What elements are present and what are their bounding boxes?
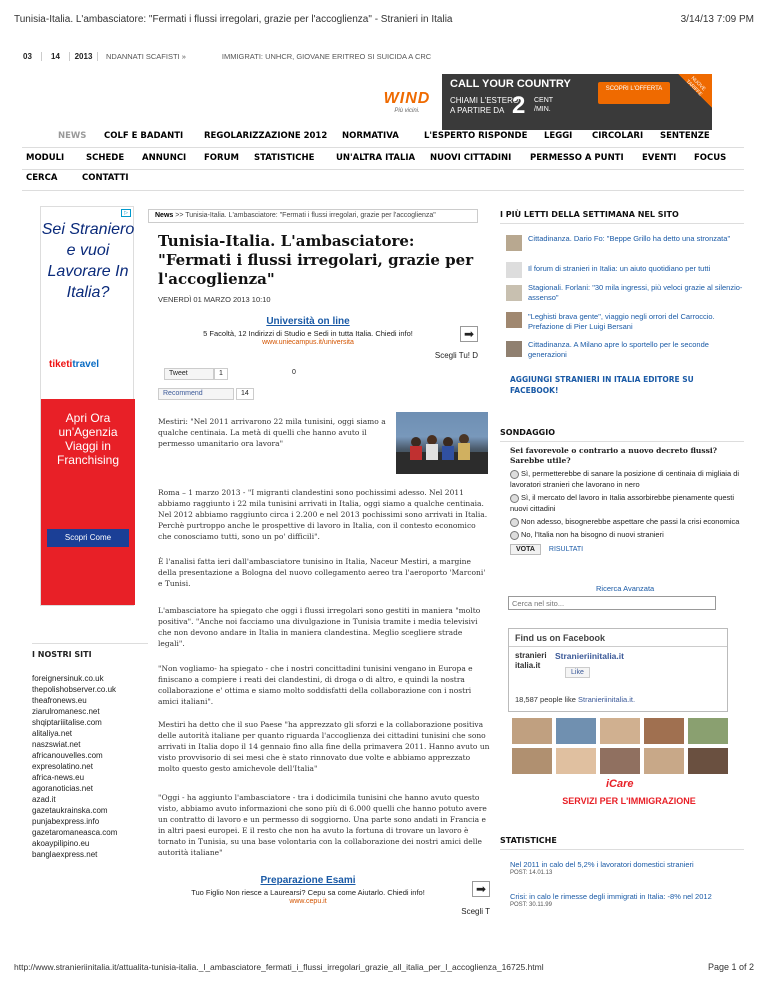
site-link[interactable]: africa-news.eu — [32, 773, 85, 782]
tiketitravel-logo: tiketitravel — [49, 359, 100, 370]
ad-offer-button[interactable]: SCOPRI L'OFFERTA — [598, 82, 670, 104]
poll-option[interactable]: Sì, permetterebbe di sanare la posizione di centinaia di migliaia di lavoratori stranieri che lavorano in nero — [510, 469, 740, 489]
fan-avatar[interactable] — [644, 718, 684, 744]
migrant-boat-image — [396, 412, 488, 474]
radio-icon[interactable] — [510, 470, 519, 479]
ad-question: Sei Straniero e vuoi Lavorare In Italia? — [41, 221, 135, 301]
nav-divider — [22, 147, 744, 148]
article-title: Tunisia-Italia. L'ambasciatore: "Fermati i flussi irregolari, grazie per l'accoglienza" — [158, 232, 474, 288]
franchising-ad-panel — [41, 399, 135, 605]
breadcrumb-news-link[interactable]: News — [155, 212, 174, 219]
fan-avatar[interactable] — [688, 718, 728, 744]
facebook-like-button[interactable]: Like — [565, 667, 590, 678]
nav-schede[interactable]: SCHEDE — [86, 153, 125, 163]
stat-item — [510, 892, 740, 908]
tweet-button[interactable]: Tweet — [164, 368, 214, 380]
advanced-search-link[interactable]: Ricerca Avanzata — [596, 584, 655, 593]
facebook-like-count: 18,587 people like Stranieriinitalia.it. — [515, 695, 636, 704]
cepu-ad-title[interactable]: Preparazione Esami — [260, 875, 356, 886]
breadcrumb-current: >> Tunisia-Italia. L'ambasciatore: "Fermati i flussi irregolari, grazie per l'accoglienza" — [175, 212, 436, 219]
cepu-ad-cta[interactable]: Scegli T — [461, 907, 490, 916]
uni-ad-url[interactable]: www.uniecampus.it/universita — [262, 339, 354, 346]
ad-price-unit: CENT /MIN. — [534, 97, 554, 113]
news-ticker-right[interactable]: IMMIGRATI: UNHCR, GIOVANE ERITREO SI SUICIDA A CRC — [221, 51, 432, 61]
nostri-siti-box — [32, 643, 148, 860]
add-editor-facebook-link[interactable]: AGGIUNGI STRANIERI IN ITALIA EDITORE SU FACEBOOK! — [510, 375, 694, 395]
page-url: http://www.stranieriinitalia.it/attualita-tunisia-italia._l_ambasciatore_fermati_i_flussi_irregolari_grazie_all_italia_per_l_accoglienza_16725.html — [14, 962, 544, 972]
stat-date: POST: 30.11.99 — [510, 902, 552, 908]
franchising-text: Apri Ora un'Agenzia Viaggi in Franchising — [56, 411, 120, 467]
arrow-right-icon[interactable]: ➡ — [460, 326, 478, 342]
most-read-item[interactable]: Cittadinanza. A Milano apre lo sportello per le seconde generazioni — [528, 340, 709, 359]
poll-option[interactable]: Non adesso, bisognerebbe aspettare che passi la crisi economica — [510, 516, 742, 527]
nav-news[interactable]: NEWS — [58, 131, 87, 141]
site-link[interactable]: azad.it — [32, 795, 56, 804]
nav-normativa[interactable]: NORMATIVA — [342, 131, 399, 141]
fan-avatar[interactable] — [512, 748, 552, 774]
page-number: Page 1 of 2 — [707, 962, 754, 972]
nav-cerca[interactable]: CERCA — [26, 173, 58, 183]
print-datetime: 3/14/13 7:09 PM — [680, 14, 754, 25]
poll-question: Sei favorevole o contrario a nuovo decreto flussi? Sarebbe utile? — [510, 446, 718, 465]
article-thumbnail[interactable] — [506, 312, 522, 328]
nav-contatti[interactable]: CONTATTI — [82, 173, 129, 183]
nav-row-2 — [22, 153, 744, 167]
cepu-ad-url[interactable]: www.cepu.it — [289, 898, 327, 905]
cepu-text-ad[interactable] — [158, 875, 490, 915]
left-skyscraper-ad[interactable] — [40, 206, 134, 606]
article-thumbnail[interactable] — [506, 285, 522, 301]
site-link[interactable]: punjabexpress.info — [32, 817, 100, 826]
article-paragraph: L'ambasciatore ha spiegato che oggi i flussi irregolari sono gestiti in maniera "molto positiva". "Anche noi facciamo una divulgazione in Tunisia tramite i media televisivi che non devono andare in Italia in maniera clandestina. Meglio scegliere strade legali". — [158, 606, 481, 648]
site-link[interactable]: africanouvelles.com — [32, 751, 103, 760]
nav-altra-italia[interactable]: UN'ALTRA ITALIA — [336, 153, 416, 163]
gplus-count: 0 — [292, 369, 296, 376]
most-read-item[interactable]: "Leghisti brava gente", viaggio negli orrori del Carroccio. Prefazione di Pier Luigi Bersani — [528, 312, 715, 331]
radio-icon[interactable] — [510, 531, 519, 540]
site-link[interactable]: naszswiat.net — [32, 740, 81, 749]
article-paragraph: "Oggi - ha aggiunto l'ambasciatore - tra i dodicimila tunisini che hanno avuto questo visto, abbiamo avuto informazioni che sono più di 6.000 quelli che hanno potuto avere un contratto di lavoro e un permesso di soggiorno. Una parte sono andati in Francia e in altri paesi europei. E il resto che non ha avuto la fortuna di trovare un lavoro è tornato in Tunisia, su una base volontaria con la collaborazione dei nostri amici delle autorità italiane" — [158, 793, 487, 857]
site-link[interactable]: akoaypilipino.eu — [32, 839, 90, 848]
stat-link[interactable]: Nel 2011 in calo del 5,2% i lavoratori domestici stranieri — [510, 860, 694, 869]
nav-row-1 — [22, 131, 744, 145]
site-link[interactable]: thepolishobserver.co.uk — [32, 685, 117, 694]
site-link[interactable]: gazetaromaneasca.com — [32, 828, 118, 837]
article-photo — [396, 412, 488, 474]
article-paragraph: Roma – 1 marzo 2013 - "I migranti clandestini sono pochissimi adesso. Nel 2011 abbiamo raggiunto i 22 mila tunisini arrivati in Italia, oggi siamo a qualche centinaia. Nel 2012 abbiamo raggiunto circa i 2.200 e nel 2013 pochissimi sono arrivati in Italia. Perchè purtroppo anche le prospettive di lavoro in Italia, con il contesto economico che conosciamo tutti, sono un po' difficili". — [158, 488, 488, 541]
fan-avatar[interactable] — [556, 718, 596, 744]
icare-text: SERVIZI PER L'IMMIGRAZIONE — [562, 796, 696, 806]
breadcrumb — [148, 209, 478, 223]
facebook-fan-faces — [508, 718, 728, 774]
uni-ad-cta[interactable]: Scegli Tu! D — [434, 351, 478, 360]
print-title: Tunisia-Italia. L'ambasciatore: "Fermati i flussi irregolari, grazie per l'accoglienza" - Stranieri in Italia — [14, 14, 453, 25]
site-link[interactable]: alitaliya.net — [32, 729, 73, 738]
vote-button[interactable]: VOTA — [510, 544, 541, 555]
news-ticker-left[interactable]: NDANNATI SCAFISTI » — [106, 51, 186, 61]
nav-circolari[interactable]: CIRCOLARI — [592, 131, 644, 141]
facebook-box-header: Find us on Facebook — [509, 629, 727, 647]
date-year: 2013 — [70, 52, 98, 61]
poll-option[interactable]: Sì, il mercato del lavoro in Italia assorbirebbe pienamente questi nuovi cittadini — [510, 493, 735, 513]
social-share-bar — [158, 366, 488, 406]
fan-avatar[interactable] — [600, 748, 640, 774]
nav-statistiche[interactable]: STATISTICHE — [254, 153, 315, 163]
nav-permesso-punti[interactable]: PERMESSO A PUNTI — [530, 153, 624, 163]
cepu-ad-desc: Tuo Figlio Non riesce a Laurearsi? Cepu sa come Aiutarlo. Chiedi info! — [191, 888, 425, 897]
arrow-right-icon[interactable]: ➡ — [472, 881, 490, 897]
wind-logo: WIND Più vicini. — [372, 74, 442, 130]
stat-date: POST: 14.01.13 — [510, 870, 553, 876]
article-paragraph: "Non vogliamo- ha spiegato - che i nostri concittadini tunisini vengano in Europa e finiscano a compiere i reati dei clandestini, di droga o di altro, e quindi la nostra collaborazione e' ottima e siamo molto soddisfatti della collaborazione con i nostri amici italiani". — [158, 664, 473, 706]
icare-banner[interactable] — [544, 776, 714, 810]
nav-forum[interactable]: FORUM — [204, 153, 239, 163]
fan-avatar[interactable] — [688, 748, 728, 774]
site-link[interactable]: agoranoticias.net — [32, 784, 93, 793]
poll-option[interactable]: No, l'Italia non ha bisogno di nuovi stranieri — [510, 529, 742, 540]
fan-avatar[interactable] — [556, 748, 596, 774]
nav-colf-badanti[interactable]: COLF E BADANTI — [104, 131, 184, 141]
stat-link[interactable]: Crisi: in calo le rimesse degli immigrati in Italia: -8% nel 2012 — [510, 892, 712, 901]
nav-nuovi-cittadini[interactable]: NUOVI CITTADINI — [430, 153, 512, 163]
article-paragraph: È l'analisi fatta ieri dall'ambasciatore tunisino in Italia, Naceur Mestiri, a margine della presentazione a Bologna del nuovo collegamento aereo tra l'aeroporto 'Marconi' e Tunisi. — [158, 557, 486, 588]
facebook-recommend-button[interactable]: Recommend — [158, 388, 234, 400]
article-paragraph: Mestiri ha detto che il suo Paese "ha apprezzato gli sforzi e la collaborazione positiva delle autorità italiane per quanto riguarda l'accoglienza dei cittadini tunisini che sono arrivati in Italia dopo il 14 gennaio fino alla fine della primavera 2011. Hanno avuto un visto provvisorio di sei mesi che è stato rinnovato due volte e abbiamo apprezzato molto questo gesto amichevole dell'Italia" — [158, 720, 490, 773]
icare-logo: iCare — [606, 778, 634, 790]
nostri-siti-title: I NOSTRI SITI — [32, 650, 92, 659]
date-day: 03 — [14, 52, 42, 61]
most-read-item[interactable]: Cittadinanza. Dario Fo: "Beppe Grillo ha detto una stronzata" — [528, 234, 731, 243]
most-read-item[interactable]: Stagionali. Forlani: "30 mila ingressi, più veloci grazie al silenzio-assenso" — [528, 283, 743, 302]
nostri-siti-list — [32, 673, 148, 860]
radio-icon[interactable] — [510, 494, 519, 503]
nav-sentenze[interactable]: SENTENZE — [660, 131, 710, 141]
nav-annunci[interactable]: ANNUNCI — [142, 153, 187, 163]
nav-divider — [22, 190, 744, 191]
site-link[interactable]: ziarulromanesc.net — [32, 707, 100, 716]
uni-ad-desc: 5 Facoltà, 12 Indirizzi di Studio e Sedi in tutta Italia. Chiedi info! — [203, 329, 413, 338]
article-thumbnail[interactable] — [506, 235, 522, 251]
radio-icon[interactable] — [510, 518, 519, 527]
nav-focus[interactable]: FOCUS — [694, 153, 727, 163]
facebook-like-box — [508, 628, 728, 712]
fan-avatar[interactable] — [644, 748, 684, 774]
ad-subline: CHIAMI L'ESTERO A PARTIRE DA — [450, 96, 520, 115]
nav-regolarizzazione[interactable]: REGOLARIZZAZIONE 2012 — [204, 131, 328, 141]
nav-divider — [22, 169, 744, 170]
most-read-title: I PIÙ LETTI DELLA SETTIMANA NEL SITO — [500, 210, 744, 224]
results-link[interactable]: RISULTATI — [548, 546, 584, 553]
stat-item — [510, 860, 740, 876]
site-link[interactable]: theafronews.eu — [32, 696, 87, 705]
nav-eventi[interactable]: EVENTI — [642, 153, 677, 163]
statistics-title: STATISTICHE — [500, 836, 744, 850]
site-link[interactable]: foreignersinuk.co.uk — [32, 674, 104, 683]
print-footer — [14, 962, 754, 972]
most-read-item[interactable]: Il forum di stranieri in Italia: un aiuto quotidiano per tutti — [528, 264, 711, 273]
site-link[interactable]: banglaexpress.net — [32, 850, 98, 859]
poll-title: SONDAGGIO — [500, 428, 744, 442]
nav-leggi[interactable]: LEGGI — [544, 131, 573, 141]
nav-esperto-risponde[interactable]: L'ESPERTO RISPONDE — [424, 131, 528, 141]
universita-text-ad[interactable] — [158, 316, 478, 366]
article-thumbnail[interactable] — [506, 262, 522, 278]
adchoices-icon[interactable]: ▷ — [121, 209, 131, 217]
most-read-list — [500, 226, 744, 366]
tweet-count: 1 — [214, 368, 228, 380]
site-link[interactable]: shqiptariiitalise.com — [32, 718, 102, 727]
poll-box — [510, 446, 742, 555]
nav-row-3 — [22, 173, 744, 187]
recommend-count: 14 — [236, 388, 254, 400]
fan-avatar[interactable] — [512, 718, 552, 744]
date-month: 14 — [42, 52, 70, 61]
article-thumbnail[interactable] — [506, 341, 522, 357]
scopri-come-button[interactable]: Scopri Come — [47, 529, 129, 547]
ad-corner-ribbon: NUOVE TARIFFE — [678, 74, 712, 108]
ad-price: 2 — [512, 92, 526, 119]
nav-moduli[interactable]: MODULI — [26, 153, 65, 163]
site-search-input[interactable] — [508, 596, 716, 610]
fan-avatar[interactable] — [600, 718, 640, 744]
site-link[interactable]: expresolatino.net — [32, 762, 93, 771]
site-link[interactable]: gazetaukrainska.com — [32, 806, 108, 815]
article-date: VENERDÌ 01 MARZO 2013 10:10 — [158, 295, 271, 304]
ad-headline: CALL YOUR COUNTRY — [450, 78, 571, 90]
article-lead: Mestiri: "Nel 2011 arrivarono 22 mila tunisini, oggi siamo a qualche centinaia. La metà di quelli che hanno avuto il permesso umanitario ora lavora" — [158, 417, 386, 448]
uni-ad-title[interactable]: Università on line — [266, 316, 350, 327]
facebook-page-link[interactable]: Stranieriinitalia.it — [555, 651, 624, 661]
date-bar — [14, 44, 754, 68]
stranieri-logo: stranieri italia.it — [515, 651, 547, 670]
print-header — [14, 14, 754, 25]
wind-banner-ad[interactable] — [372, 74, 712, 130]
